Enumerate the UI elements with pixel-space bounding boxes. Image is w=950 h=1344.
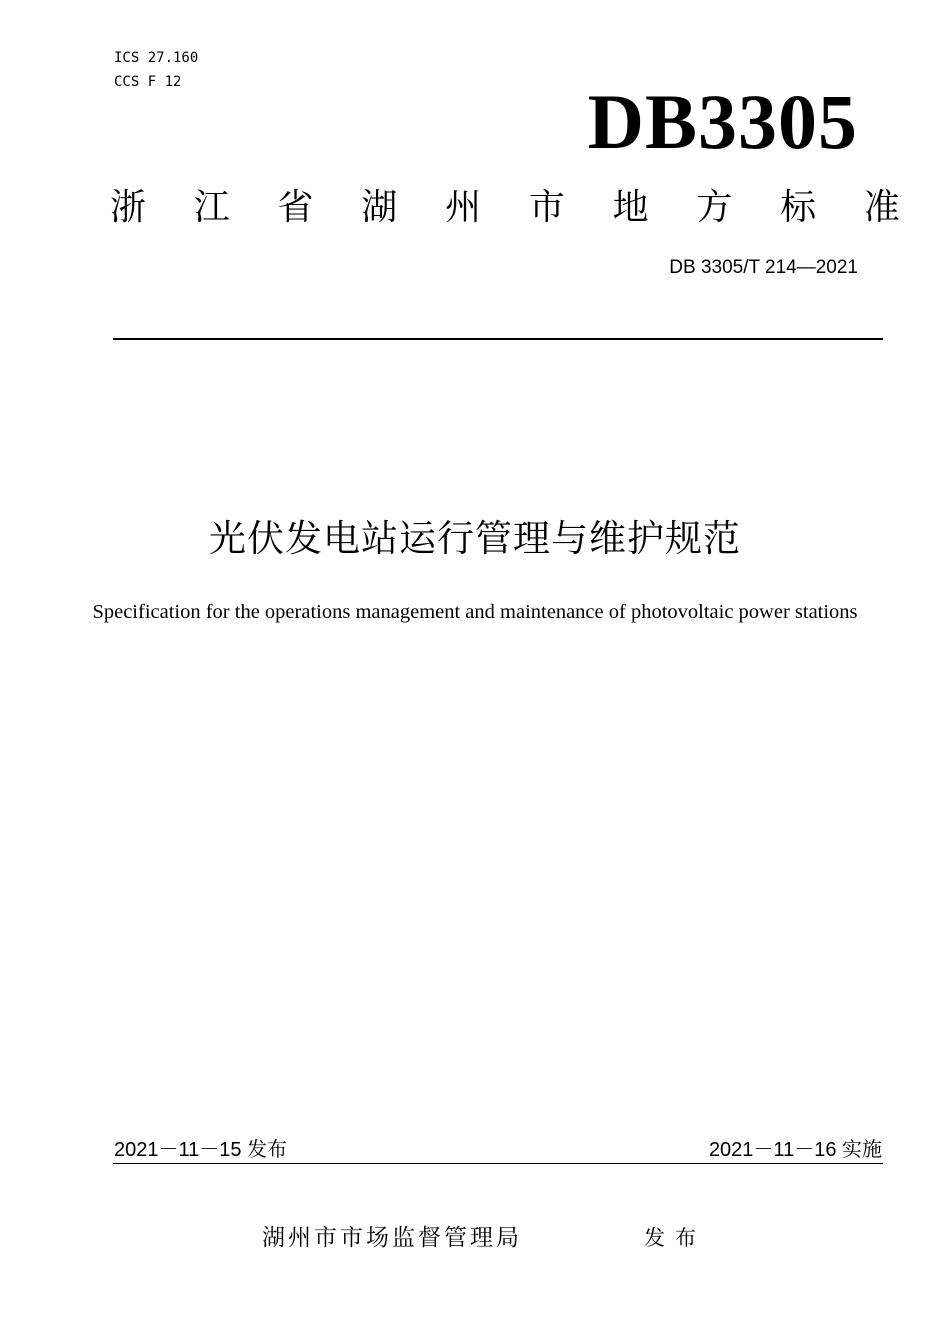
standard-number: DB 3305/T 214—2021 — [669, 257, 858, 278]
local-standard-title-char: 州 — [445, 187, 482, 228]
local-standard-title-char: 湖 — [361, 187, 398, 228]
document-title-chinese: 光伏发电站运行管理与维护规范 — [209, 517, 741, 560]
local-standard-title-char: 方 — [696, 187, 733, 228]
issuing-authority-suffix: 发布 — [644, 1226, 706, 1250]
ccs-code: CCS F 12 — [114, 74, 182, 90]
local-standard-title-char: 浙 — [110, 187, 147, 228]
header-divider — [113, 338, 883, 340]
issuing-authority: 湖州市市场监督管理局 — [262, 1225, 522, 1251]
local-standard-title-char: 省 — [277, 187, 314, 228]
local-standard-title-char: 标 — [780, 187, 817, 228]
footer-divider — [113, 1163, 883, 1164]
local-standard-title-char: 地 — [612, 187, 649, 228]
local-standard-title-char: 市 — [528, 187, 565, 228]
standard-code-logo: DB3305 — [587, 78, 858, 165]
local-standard-title-char: 准 — [863, 187, 900, 228]
implementation-date: 2021－11－16 实施 — [708, 1139, 882, 1161]
ics-code: ICS 27.160 — [114, 50, 199, 66]
local-standard-title-char: 江 — [193, 187, 230, 228]
local-standard-title — [110, 185, 900, 231]
issue-date: 2021－11－15 发布 — [114, 1139, 288, 1161]
document-title-english: Specification for the operations management and maintenance of photovoltaic power stations — [92, 601, 858, 623]
